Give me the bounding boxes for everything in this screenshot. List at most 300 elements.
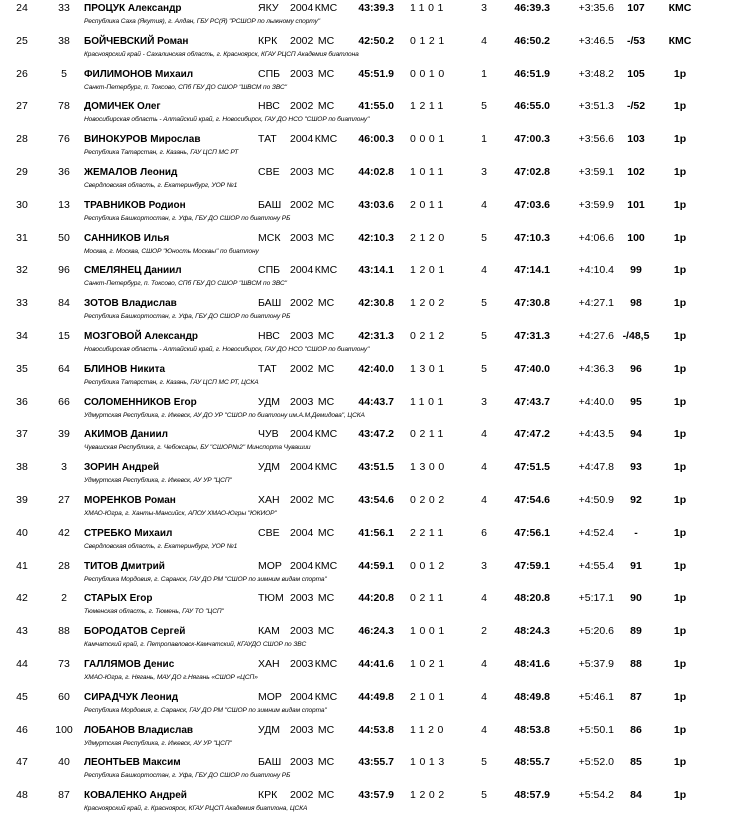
shooting-cell: 0211	[410, 428, 447, 441]
region-cell: СВЕ	[258, 166, 280, 178]
points-cell: 98	[630, 297, 642, 310]
birth-year-cell: 2004	[290, 461, 314, 474]
shooting-cell: 1201	[410, 264, 448, 277]
sport-rank-cell: КМС	[314, 461, 338, 474]
birth-year-cell: 2003	[290, 592, 314, 605]
bib-number-cell: 66	[58, 395, 70, 408]
points-cell: 107	[627, 2, 645, 14]
bib-number-cell: 64	[58, 362, 70, 375]
penalty-count-cell: 4	[481, 658, 487, 670]
sport-rank-cell: МС	[317, 625, 335, 638]
sport-rank-cell: МС	[317, 526, 335, 539]
awarded-rank-cell: 1р	[673, 526, 687, 539]
birth-year-cell: 2003	[290, 67, 314, 80]
athlete-name-cell: ЗОТОВ Владислав	[84, 298, 177, 310]
region-cell: КРК	[258, 34, 278, 47]
penalty-count-cell: 4	[481, 690, 487, 703]
course-time-cell: 43:14.1	[358, 264, 394, 277]
organization-cell: Москва, г. Москва, СШОР "Юность Москвы" по биатлону	[84, 247, 259, 255]
course-time-cell: 41:56.1	[358, 526, 394, 539]
birth-year-cell: 2003	[290, 723, 314, 736]
athlete-name-cell: КОВАЛЕНКО Андрей	[84, 790, 187, 802]
course-time-cell: 44:43.7	[358, 395, 394, 408]
birth-year-cell: 2002	[290, 100, 314, 113]
athlete-name-cell: САННИКОВ Илья	[84, 232, 170, 244]
awarded-rank-cell: 1р	[673, 559, 687, 572]
time-behind-cell: +4:06.6	[578, 231, 614, 244]
time-behind-cell: +3:48.2	[578, 67, 614, 80]
bib-number-cell: 96	[58, 264, 70, 277]
points-cell: 93	[630, 461, 642, 474]
birth-year-cell: 2002	[290, 494, 314, 506]
time-behind-cell: +5:37.9	[578, 658, 614, 670]
birth-year-cell: 2004	[290, 559, 314, 572]
shooting-cell: 1202	[410, 297, 448, 310]
time-behind-cell: +4:27.1	[578, 297, 614, 310]
awarded-rank-cell: КМС	[668, 2, 692, 14]
awarded-rank-cell: 1р	[673, 297, 687, 310]
course-time-cell: 44:20.8	[358, 592, 394, 605]
birth-year-cell: 2002	[290, 198, 314, 211]
place-cell: 45	[16, 690, 28, 703]
penalty-count-cell: 3	[481, 166, 487, 178]
organization-cell: Свердловская область, г. Екатеринбург, УОР №1	[84, 182, 238, 189]
penalty-count-cell: 4	[481, 494, 487, 506]
awarded-rank-cell: 1р	[673, 133, 687, 146]
awarded-rank-cell: 1р	[673, 231, 687, 244]
awarded-rank-cell: 1р	[673, 592, 687, 605]
awarded-rank-cell: 1р	[673, 362, 687, 375]
shooting-cell: 0010	[410, 67, 448, 80]
region-cell: МОР	[258, 690, 282, 703]
bib-number-cell: 87	[58, 789, 70, 802]
organization-cell: Республика Башкортостан, г. Уфа, ГБУ ДО СШОР по биатлону РБ	[84, 772, 291, 780]
course-time-cell: 44:49.8	[358, 690, 394, 703]
result-time-cell: 48:41.6	[514, 658, 550, 670]
organization-cell: Свердловская область, г. Екатеринбург, УОР №1	[84, 542, 238, 550]
region-cell: БАШ	[258, 756, 282, 769]
bib-number-cell: 2	[61, 592, 67, 605]
region-cell: МСК	[258, 231, 281, 244]
points-cell: -	[634, 526, 638, 539]
result-time-cell: 48:49.8	[514, 690, 550, 703]
table-row	[0, 166, 750, 199]
awarded-rank-cell: 1р	[673, 625, 687, 638]
points-cell: -/48,5	[622, 330, 650, 342]
result-time-cell: 47:59.1	[514, 559, 550, 572]
time-behind-cell: +4:47.8	[578, 461, 614, 474]
organization-cell: Санкт-Петербург, п. Токсово, СПб ГБУ ДО СШОР "ШВСМ по ЗВС"	[84, 83, 287, 91]
bib-number-cell: 3	[61, 461, 67, 474]
athlete-name-cell: ВИНОКУРОВ Мирослав	[84, 134, 201, 146]
region-cell: КАМ	[258, 625, 280, 638]
points-cell: 103	[627, 133, 645, 146]
table-row	[0, 428, 750, 461]
birth-year-cell: 2004	[290, 526, 314, 539]
organization-cell: Республика Татарстан, г. Казань, ГАУ ЦСП МС РТ	[84, 149, 239, 157]
place-cell: 25	[16, 34, 28, 47]
place-cell: 48	[16, 789, 28, 802]
region-cell: УДМ	[258, 461, 281, 474]
time-behind-cell: +5:54.2	[578, 789, 614, 802]
time-behind-cell: +4:43.5	[578, 428, 614, 441]
sport-rank-cell: МС	[317, 34, 335, 47]
points-cell: 92	[630, 494, 642, 506]
sport-rank-cell: МС	[317, 330, 335, 342]
awarded-rank-cell: 1р	[673, 166, 687, 178]
penalty-count-cell: 5	[481, 231, 487, 244]
bib-number-cell: 5	[61, 67, 67, 80]
shooting-cell: 1202	[410, 789, 448, 802]
time-behind-cell: +5:46.1	[578, 690, 614, 703]
penalty-count-cell: 4	[481, 592, 487, 605]
organization-cell: Удмуртская Республика, г. Ижевск, АУ УР "ЦСП"	[84, 739, 232, 747]
region-cell: ЧУВ	[258, 428, 279, 441]
bib-number-cell: 28	[58, 559, 70, 572]
course-time-cell: 43:51.5	[358, 461, 394, 474]
course-time-cell: 41:55.0	[358, 100, 394, 113]
organization-cell: Республика Саха (Якутия), г. Алдан, ГБУ РС(Я) "РСШОР по лыжному спорту"	[84, 18, 320, 25]
points-cell: 100	[627, 231, 645, 244]
bib-number-cell: 33	[58, 2, 70, 14]
birth-year-cell: 2002	[290, 789, 314, 802]
place-cell: 31	[16, 231, 28, 244]
shooting-cell: 1211	[410, 100, 447, 113]
table-row	[0, 232, 750, 265]
place-cell: 40	[16, 526, 28, 539]
region-cell: КРК	[258, 789, 278, 802]
points-cell: 102	[627, 166, 645, 178]
athlete-name-cell: АКИМОВ Даниил	[84, 429, 168, 441]
place-cell: 33	[16, 297, 28, 310]
course-time-cell: 42:31.3	[358, 330, 394, 342]
points-cell: 91	[630, 559, 642, 572]
points-cell: 96	[630, 362, 642, 375]
region-cell: БАШ	[258, 198, 282, 211]
penalty-count-cell: 2	[481, 625, 487, 638]
birth-year-cell: 2004	[290, 264, 314, 277]
place-cell: 39	[16, 494, 28, 506]
athlete-name-cell: ГАЛЛЯМОВ Денис	[84, 659, 175, 670]
table-row	[0, 461, 750, 494]
course-time-cell: 43:47.2	[358, 428, 394, 441]
points-cell: 86	[630, 723, 642, 736]
result-time-cell: 48:57.9	[514, 789, 550, 802]
athlete-name-cell: ТИТОВ Дмитрий	[84, 560, 165, 572]
points-cell: 90	[630, 592, 642, 605]
penalty-count-cell: 4	[481, 34, 487, 47]
points-cell: 89	[630, 625, 642, 638]
sport-rank-cell: МС	[317, 494, 335, 506]
awarded-rank-cell: 1р	[673, 264, 687, 277]
shooting-cell: 1001	[410, 625, 448, 638]
birth-year-cell: 2004	[290, 2, 314, 14]
organization-cell: Удмуртская Республика, г. Ижевск, АУ УР "ЦСП"	[84, 477, 232, 485]
sport-rank-cell: МС	[317, 100, 335, 113]
organization-cell: Удмуртская Республика, г. Ижевск, АУ ДО УР "СШОР по биатлону им.А.М.Демидова", ЦСКА	[84, 411, 365, 419]
place-cell: 34	[16, 330, 28, 342]
athlete-name-cell: МОЗГОВОЙ Александр	[84, 331, 199, 342]
place-cell: 32	[16, 264, 28, 277]
birth-year-cell: 2002	[290, 34, 314, 47]
place-cell: 30	[16, 198, 28, 211]
result-time-cell: 47:47.2	[514, 428, 550, 441]
athlete-name-cell: ЛОБАНОВ Владислав	[84, 724, 194, 736]
shooting-cell: 1101	[410, 395, 447, 408]
penalty-count-cell: 5	[481, 789, 487, 802]
penalty-count-cell: 4	[481, 723, 487, 736]
penalty-count-cell: 1	[481, 133, 487, 146]
penalty-count-cell: 6	[481, 526, 487, 539]
bib-number-cell: 36	[58, 166, 70, 178]
table-row	[0, 724, 750, 757]
place-cell: 26	[16, 67, 28, 80]
shooting-cell: 1300	[410, 461, 448, 474]
result-time-cell: 47:03.6	[514, 198, 550, 211]
bib-number-cell: 50	[58, 231, 70, 244]
athlete-name-cell: ПРОЦУК Александр	[84, 3, 182, 14]
organization-cell: Санкт-Петербург, п. Токсово, СПб ГБУ ДО СШОР "ШВСМ по ЗВС"	[84, 280, 287, 288]
table-row	[0, 35, 750, 68]
table-row	[0, 560, 750, 593]
sport-rank-cell: МС	[317, 67, 335, 80]
table-row	[0, 658, 750, 691]
table-row	[0, 396, 750, 429]
place-cell: 41	[16, 559, 28, 572]
birth-year-cell: 2003	[290, 625, 314, 638]
place-cell: 42	[16, 592, 28, 605]
table-row	[0, 756, 750, 789]
shooting-cell: 1021	[410, 658, 448, 670]
birth-year-cell: 2002	[290, 362, 314, 375]
time-behind-cell: +4:50.9	[578, 494, 614, 506]
bib-number-cell: 100	[55, 723, 73, 736]
bib-number-cell: 73	[58, 658, 70, 670]
result-time-cell: 47:31.3	[514, 330, 550, 342]
table-row	[0, 625, 750, 658]
result-time-cell: 47:43.7	[514, 395, 550, 408]
result-time-cell: 46:39.3	[514, 2, 550, 14]
bib-number-cell: 76	[58, 133, 70, 146]
organization-cell: Чувашская Республика, г. Чебоксары, БУ "СШОР№2" Минспорта Чувашии	[84, 444, 311, 452]
penalty-count-cell: 3	[481, 559, 487, 572]
penalty-count-cell: 4	[481, 198, 487, 211]
course-time-cell: 42:10.3	[358, 231, 394, 244]
table-row	[0, 527, 750, 560]
result-time-cell: 48:20.8	[514, 592, 550, 605]
result-time-cell: 47:00.3	[514, 133, 550, 146]
sport-rank-cell: МС	[317, 231, 335, 244]
sport-rank-cell: МС	[317, 723, 335, 736]
table-row	[0, 592, 750, 625]
shooting-cell: 2211	[410, 526, 447, 539]
course-time-cell: 44:59.1	[358, 559, 394, 572]
penalty-count-cell: 4	[481, 461, 487, 474]
place-cell: 47	[16, 756, 28, 769]
penalty-count-cell: 5	[481, 330, 487, 342]
region-cell: ЯКУ	[258, 2, 279, 14]
organization-cell: Красноярский край, г. Красноярск, КГАУ РЦСП Академия биатлона, ЦСКА	[84, 805, 308, 813]
awarded-rank-cell: 1р	[673, 395, 687, 408]
athlete-name-cell: ЗОРИН Андрей	[84, 462, 160, 474]
bib-number-cell: 27	[58, 494, 70, 506]
bib-number-cell: 13	[58, 198, 70, 211]
organization-cell: Республика Башкортостан, г. Уфа, ГБУ ДО СШОР по биатлону РБ	[84, 214, 291, 222]
organization-cell: Тюменская область, г. Тюмень, ГАУ ТО "ЦСП"	[84, 608, 224, 616]
sport-rank-cell: КМС	[314, 690, 338, 703]
sport-rank-cell: КМС	[314, 264, 338, 277]
region-cell: ТАТ	[258, 362, 277, 375]
result-time-cell: 48:53.8	[514, 723, 550, 736]
athlete-name-cell: БОРОДАТОВ Сергей	[84, 626, 186, 638]
athlete-name-cell: СТАРЫХ Егор	[84, 593, 153, 605]
time-behind-cell: +3:51.3	[578, 100, 614, 113]
points-cell: 87	[630, 690, 642, 703]
table-row	[0, 789, 750, 822]
awarded-rank-cell: КМС	[668, 34, 692, 47]
place-cell: 46	[16, 723, 28, 736]
athlete-name-cell: МОРЕНКОВ Роман	[84, 495, 176, 506]
athlete-name-cell: БОЙЧЕВСКИЙ Роман	[84, 35, 189, 47]
birth-year-cell: 2002	[290, 297, 314, 310]
region-cell: УДМ	[258, 723, 281, 736]
course-time-cell: 44:41.6	[358, 658, 394, 670]
sport-rank-cell: МС	[317, 789, 335, 802]
result-time-cell: 47:56.1	[514, 526, 550, 539]
result-time-cell: 47:30.8	[514, 297, 550, 310]
result-time-cell: 46:55.0	[514, 100, 550, 113]
awarded-rank-cell: 1р	[673, 100, 687, 113]
bib-number-cell: 39	[58, 428, 70, 441]
table-row	[0, 691, 750, 724]
sport-rank-cell: МС	[317, 592, 335, 605]
place-cell: 36	[16, 395, 28, 408]
awarded-rank-cell: 1р	[673, 67, 687, 80]
sport-rank-cell: КМС	[314, 658, 338, 670]
table-row	[0, 199, 750, 232]
birth-year-cell: 2004	[290, 690, 314, 703]
time-behind-cell: +5:20.6	[578, 625, 614, 638]
organization-cell: Камчатский край, г. Петропавловск-Камчатский, КГАУДО СШОР по ЗВС	[84, 641, 307, 649]
region-cell: УДМ	[258, 395, 281, 408]
birth-year-cell: 2003	[290, 658, 314, 670]
place-cell: 28	[16, 133, 28, 146]
athlete-name-cell: ЛЕОНТЬЕВ Максим	[84, 757, 181, 769]
course-time-cell: 43:57.9	[358, 789, 394, 802]
organization-cell: Республика Мордовия, г. Саранск, ГАУ ДО РМ "СШОР по зимним видам спорта"	[84, 575, 327, 583]
course-time-cell: 42:50.2	[358, 34, 394, 47]
time-behind-cell: +3:35.6	[578, 2, 614, 14]
time-behind-cell: +4:40.0	[578, 395, 614, 408]
athlete-name-cell: ТРАВНИКОВ Родион	[84, 199, 186, 211]
bib-number-cell: 38	[58, 34, 70, 47]
points-cell: 84	[630, 789, 642, 802]
penalty-count-cell: 1	[481, 67, 487, 80]
table-row	[0, 2, 750, 35]
penalty-count-cell: 5	[481, 100, 487, 113]
time-behind-cell: +5:50.1	[578, 723, 614, 736]
organization-cell: Красноярский край - Сахалинская область, г. Красноярск, КГАУ РЦСП Академия биатлона	[84, 50, 359, 58]
shooting-cell: 0202	[410, 494, 448, 506]
region-cell: СПБ	[258, 67, 281, 80]
course-time-cell: 43:03.6	[358, 198, 394, 211]
points-cell: 101	[627, 198, 645, 211]
region-cell: МОР	[258, 559, 282, 572]
course-time-cell: 45:51.9	[358, 67, 394, 80]
sport-rank-cell: КМС	[314, 559, 338, 572]
place-cell: 29	[16, 166, 28, 178]
time-behind-cell: +4:27.6	[578, 330, 614, 342]
table-row	[0, 100, 750, 133]
organization-cell: Республика Татарстан, г. Казань, ГАУ ЦСП МС РТ, ЦСКА	[84, 378, 259, 386]
shooting-cell: 0212	[410, 330, 448, 342]
region-cell: СВЕ	[258, 526, 280, 539]
shooting-cell: 2120	[410, 231, 448, 244]
shooting-cell: 0001	[410, 133, 448, 146]
table-row	[0, 330, 750, 363]
time-behind-cell: +4:52.4	[578, 526, 614, 539]
bib-number-cell: 84	[58, 297, 70, 310]
place-cell: 38	[16, 461, 28, 474]
region-cell: НВС	[258, 330, 280, 342]
birth-year-cell: 2003	[290, 166, 314, 178]
shooting-cell: 0211	[410, 592, 447, 605]
organization-cell: Республика Мордовия, г. Саранск, ГАУ ДО РМ "СШОР по зимним видам спорта"	[84, 706, 327, 714]
athlete-name-cell: СОЛОМЕННИКОВ Егор	[84, 396, 197, 408]
time-behind-cell: +4:36.3	[578, 362, 614, 375]
points-cell: 85	[630, 756, 642, 769]
result-time-cell: 47:40.0	[514, 362, 550, 375]
birth-year-cell: 2004	[290, 428, 314, 441]
athlete-name-cell: СМЕЛЯНЕЦ Даниил	[84, 265, 182, 277]
birth-year-cell: 2004	[290, 133, 314, 146]
table-row	[0, 133, 750, 166]
time-behind-cell: +3:46.5	[578, 34, 614, 47]
awarded-rank-cell: 1р	[673, 789, 687, 802]
table-row	[0, 363, 750, 396]
awarded-rank-cell: 1р	[673, 428, 687, 441]
shooting-cell: 1013	[410, 756, 448, 769]
awarded-rank-cell: 1р	[673, 461, 687, 474]
shooting-cell: 1120	[410, 723, 447, 736]
penalty-count-cell: 3	[481, 2, 487, 14]
athlete-name-cell: БЛИНОВ Никита	[84, 363, 166, 375]
bib-number-cell: 40	[58, 756, 70, 769]
points-cell: 105	[627, 67, 645, 80]
course-time-cell: 46:24.3	[358, 625, 394, 638]
time-behind-cell: +3:56.6	[578, 133, 614, 146]
place-cell: 44	[16, 658, 28, 670]
place-cell: 35	[16, 362, 28, 375]
time-behind-cell: +4:10.4	[578, 264, 614, 277]
bib-number-cell: 78	[58, 100, 70, 113]
place-cell: 37	[16, 428, 28, 441]
course-time-cell: 43:55.7	[358, 756, 394, 769]
sport-rank-cell: МС	[317, 756, 335, 769]
sport-rank-cell: МС	[317, 198, 335, 211]
organization-cell: Новосибирская область - Алтайский край, г. Новосибирск, ГАУ ДО НСО "СШОР по биатлону"	[84, 346, 370, 353]
region-cell: ХАН	[258, 658, 280, 670]
birth-year-cell: 2003	[290, 330, 314, 342]
shooting-cell: 0012	[410, 559, 448, 572]
course-time-cell: 44:53.8	[358, 723, 394, 736]
bib-number-cell: 15	[58, 330, 70, 342]
awarded-rank-cell: 1р	[673, 658, 687, 670]
organization-cell: ХМАО-Югра, г. Ханты-Мансийск, АПОУ ХМАО-Югры "ЮКИОР"	[84, 510, 277, 517]
region-cell: БАШ	[258, 297, 282, 310]
bib-number-cell: 88	[58, 625, 70, 638]
time-behind-cell: +4:55.4	[578, 559, 614, 572]
